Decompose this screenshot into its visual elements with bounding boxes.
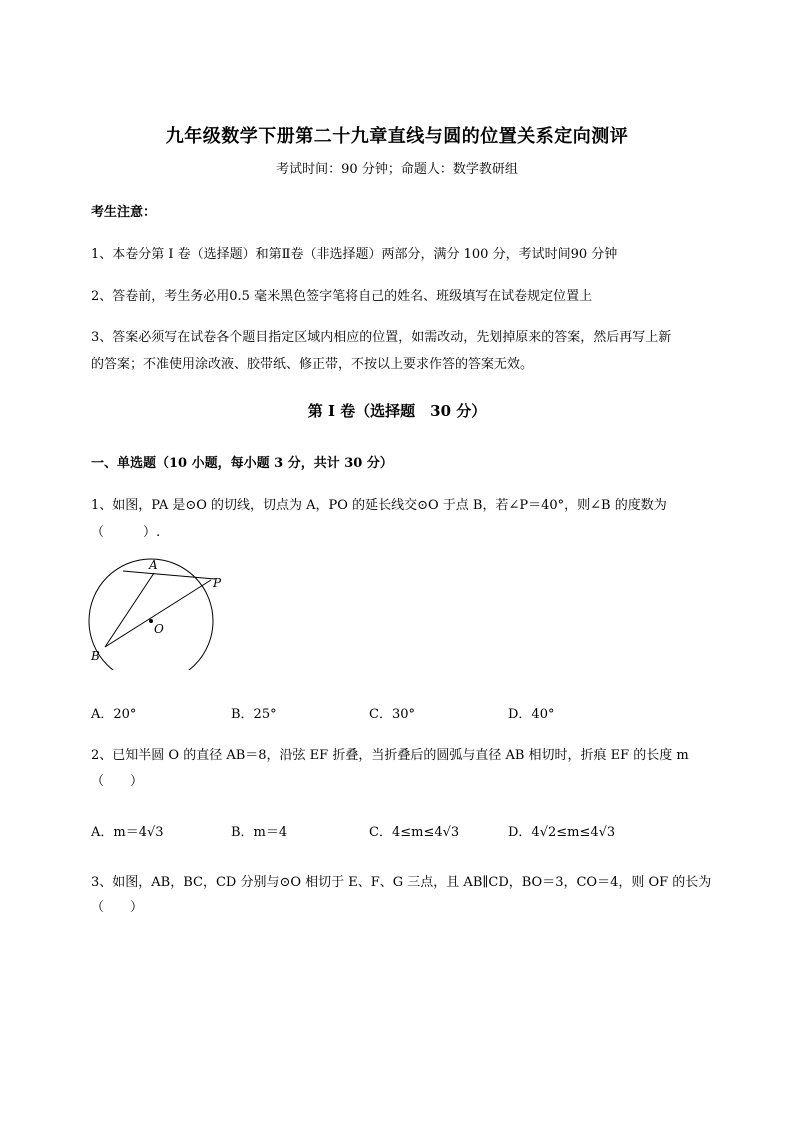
secant-line-pb [105,580,211,647]
notes-heading: 考生注意： [91,205,157,220]
chord-ab [105,573,154,647]
note-item-2: 2、答卷前，考生务必用0.5 毫米黑色签字笔将自己的姓名、班级填写在试卷规定位置上 [91,289,593,304]
label-a: A [149,558,158,572]
note-item-3: 3、答案必须写在试卷各个题目指定区域内相应的位置，如需改动，先划掉原来的答案，然后再写上新 [91,330,672,345]
tangent-line-pa [123,571,215,579]
question-2-option-b[interactable]: B．m＝4 [231,825,288,840]
label-p: P [213,576,222,590]
question-1-option-b[interactable]: B．25° [231,707,277,722]
question-3-blank: （ ） [91,900,144,915]
question-1-option-a[interactable]: A．20° [91,707,137,722]
part-heading: 一、单选题（10 小题，每小题 3 分，共计 30 分） [91,456,393,471]
question-2-option-a[interactable]: A．m＝4√3 [91,825,164,840]
question-1-blank: （ ）. [91,525,161,540]
question-1-text: 1、如图，PA 是⊙O 的切线，切点为 A，PO 的延长线交⊙O 于点 B，若∠P＝40°，则∠B 的度数为 [91,498,667,513]
label-o: O [154,622,164,636]
circle-o [89,559,213,670]
question-1-option-d[interactable]: D．40° [508,707,555,722]
question-2-blank: （ ） [91,774,144,789]
question-2-option-d[interactable]: D．4√2≤m≤4√3 [508,825,616,840]
question-2-text: 2、已知半圆 O 的直径 AB＝8，沿弦 EF 折叠，当折叠后的圆弧与直径 AB 相切时，折痕 EF 的长度 m [91,748,689,763]
question-3-text: 3、如图，AB，BC，CD 分别与⊙O 相切于 E、F、G 三点，且 AB∥CD，BO＝3，CO＝4，则 OF 的长为 [91,875,712,890]
note-item-1: 1、本卷分第 I 卷（选择题）和第Ⅱ卷（非选择题）两部分，满分 100 分，考试时间90 分钟 [91,247,618,262]
center-point [149,619,153,623]
note-item-3-continued: 的答案；不准使用涂改液、胶带纸、修正带，不按以上要求作答的答案无效。 [91,357,534,372]
question-2-option-c[interactable]: C．4≤m≤4√3 [369,825,460,840]
question-1-figure [85,555,245,670]
question-1-option-c[interactable]: C．30° [369,707,415,722]
section-title: 第 I 卷（选择题 30 分） [307,402,487,420]
page-title: 九年级数学下册第二十九章直线与圆的位置关系定向测评 [165,126,629,147]
label-b: B [91,649,100,663]
page-subtitle: 考试时间：90 分钟；命题人：数学教研组 [276,162,518,177]
